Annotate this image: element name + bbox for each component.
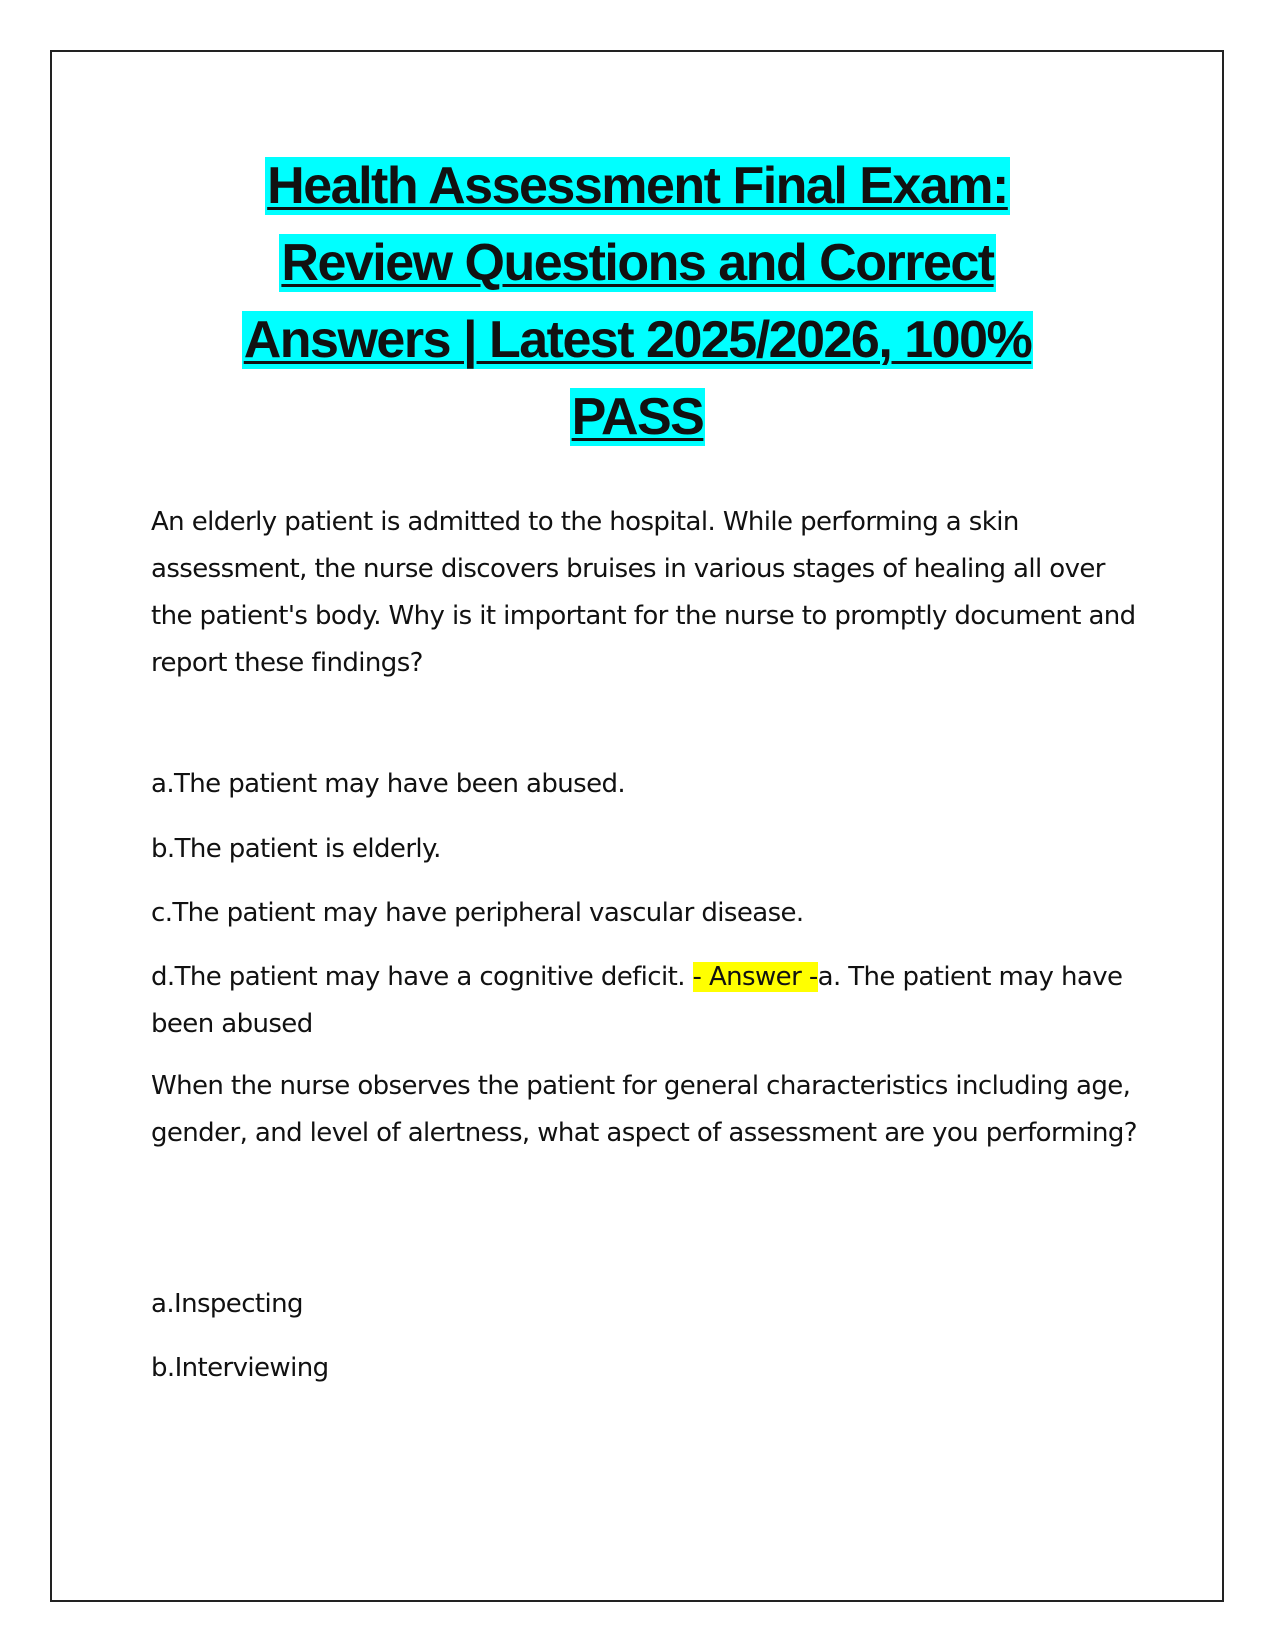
answer-marker: - Answer - [692, 962, 818, 992]
question-2-stem: When the nurse observes the patient for general characteristics including age, gender, and level of alertness, what aspect of assessment are you performing? [151, 1071, 1137, 1148]
question-2-option-b: b.Interviewing [151, 1353, 329, 1383]
question-1-option-c: c.The patient may have peripheral vascular disease. [151, 898, 804, 928]
question-1-option-a: a.The patient may have been abused. [151, 769, 626, 799]
question-1-answer: a. The patient may have been abused [151, 962, 1123, 1039]
title-line-1: Health Assessment Final Exam: [267, 157, 1008, 215]
title-line-4: PASS [571, 388, 704, 446]
document-title [100, 148, 1175, 456]
question-1-option-d-with-answer [151, 954, 1141, 1048]
question-1-option-b: b.The patient is elderly. [151, 834, 441, 864]
question-1-option-d: d.The patient may have a cognitive deficit. [151, 962, 693, 992]
question-2-option-a: a.Inspecting [151, 1289, 303, 1319]
question-1-stem: An elderly patient is admitted to the hospital. While performing a skin assessment, the nurse discovers bruises in various stages of healing all over the patient's body. Why is it important for the nurse to promptly document and report these findings? [151, 507, 1136, 678]
title-line-2: Review Questions and Correct [281, 234, 994, 292]
title-line-3: Answers | Latest 2025/2026, 100% [243, 311, 1032, 369]
